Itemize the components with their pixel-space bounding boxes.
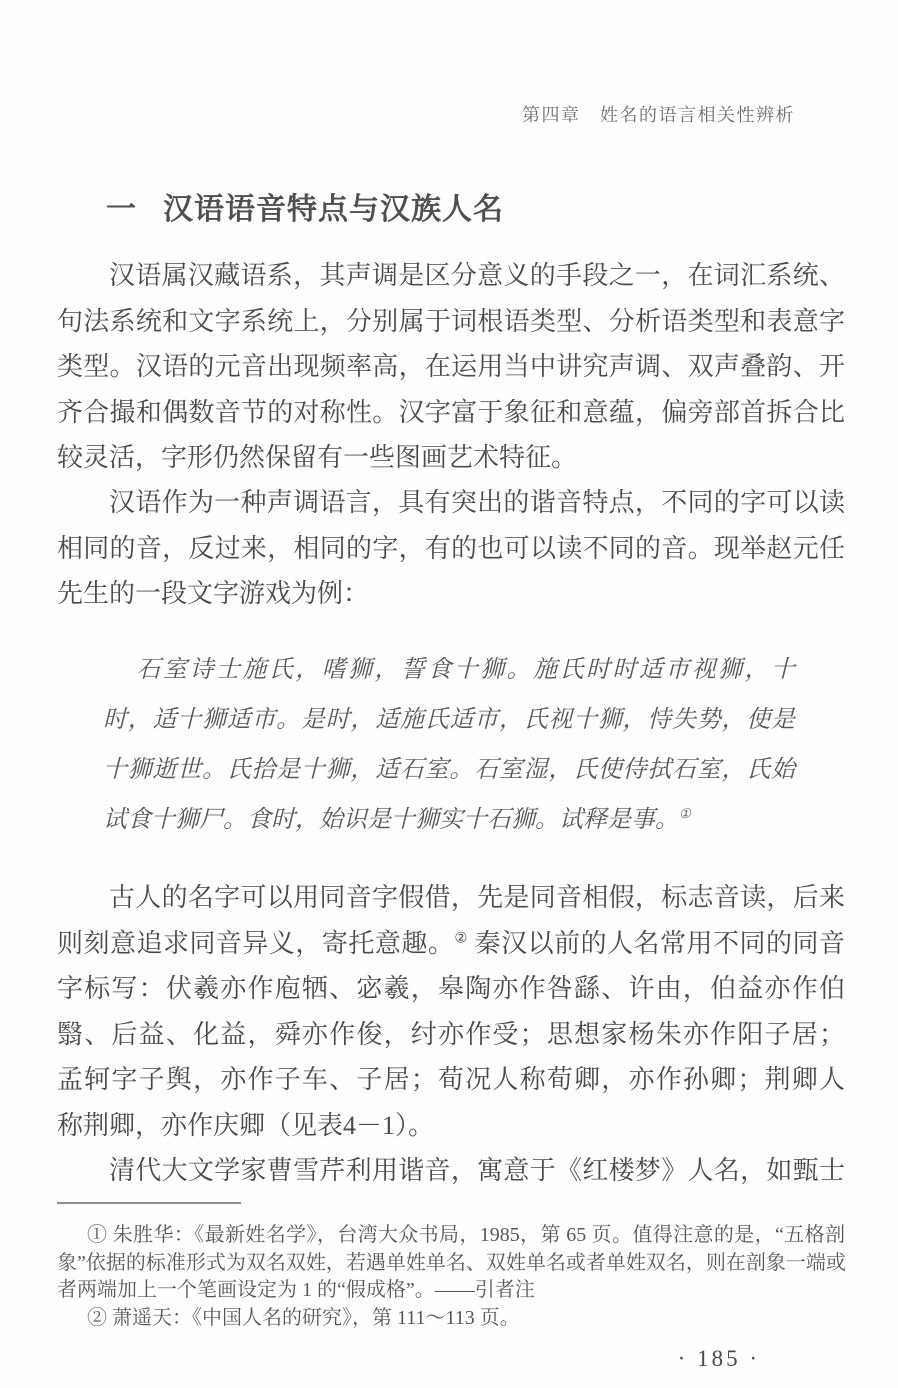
text-line: 句法系统和文字系统上，分别属于词根语类型、分析语类型和表意字 xyxy=(57,306,845,336)
paragraph-4 xyxy=(57,1148,845,1194)
text-line: 齐合撮和偶数音节的对称性。汉字富于象征和意蕴，偏旁部首拆合比 xyxy=(57,397,845,427)
page-number: · 185 · xyxy=(677,1346,760,1371)
section-title xyxy=(106,184,504,228)
text-line: 汉语属汉藏语系，其声调是区分意义的手段之一，在词汇系统、 xyxy=(109,261,845,290)
paragraph-2 xyxy=(57,480,845,617)
section-number: 一 xyxy=(106,193,137,226)
text-line: 时，适十狮适市。是时，适施氏适市，氏视十狮，恃失势，使是 xyxy=(103,707,795,733)
paragraph-3 xyxy=(57,875,845,1148)
text-line: 类型。汉语的元音出现频率高，在运用当中讲究声调、双声叠韵、开 xyxy=(57,352,845,381)
footnote-2 xyxy=(57,1305,845,1333)
text-line: 先生的一段文字游戏为例： xyxy=(57,579,370,608)
text-line: 象”依据的标准形式为双名双姓，若遇单姓单名、双姓单名或者单姓双名，则在剖象一端或 xyxy=(57,1251,846,1274)
text-line: 字标写：伏羲亦作庖牺、宓羲，皋陶亦作咎繇、许由，伯益亦作伯 xyxy=(57,974,845,1003)
text-line: 则刻意追求同音异义，寄托意趣。② 秦汉以前的人名常用不同的同音 xyxy=(57,928,845,958)
text-line: ② 萧遥天：《中国人名的研究》，第 111～113 页。 xyxy=(87,1307,520,1329)
text-line: 清代大文学家曹雪芹利用谐音，寓意于《红楼梦》人名，如甄士 xyxy=(109,1156,845,1185)
text-line: 石室诗士施氏，嗜狮，誓食十狮。施氏时时适市视狮，十 xyxy=(136,657,795,683)
block-quote xyxy=(103,645,795,845)
text-line: 试食十狮尸。食时，始识是十狮实十石狮。试释是事。① xyxy=(103,806,691,833)
text-line: 孟轲字子舆，亦作子车、子居；荀况人称荀卿，亦作孙卿；荆卿人 xyxy=(57,1065,845,1094)
text-line: 翳、后益、化益，舜亦作俊，纣亦作受；思想家杨朱亦作阳子居； xyxy=(57,1019,845,1049)
text-line: 十狮逝世。氏拾是十狮，适石室。石室湿，氏使侍拭石室，氏始 xyxy=(103,757,795,783)
section-title-text: 汉语语音特点与汉族人名 xyxy=(163,193,504,226)
text-line: 汉语作为一种声调语言，具有突出的谐音特点，不同的字可以读 xyxy=(109,488,845,517)
paragraph-1 xyxy=(57,253,845,481)
text-line: 相同的音，反过来，相同的字，有的也可以读不同的音。现举赵元任 xyxy=(57,533,845,563)
running-header: 第四章 姓名的语言相关性辨析 xyxy=(522,105,795,125)
text-line: 古人的名字可以用同音字假借，先是同音相假，标志音读，后来 xyxy=(109,883,845,912)
text-line: 者两端加上一个笔画设定为 1 的“假成格”。——引者注 xyxy=(57,1279,535,1301)
text-line: 称荆卿，亦作庆卿（见表4－1）。 xyxy=(57,1110,435,1140)
text-line: ① 朱胜华：《最新姓名学》，台湾大众书局，1985，第 65 页。值得注意的是，“五格剖 xyxy=(87,1224,845,1246)
footnote-1 xyxy=(57,1222,845,1305)
footnote-separator xyxy=(57,1202,241,1204)
text-line: 较灵活，字形仍然保留有一些图画艺术特征。 xyxy=(57,443,578,472)
